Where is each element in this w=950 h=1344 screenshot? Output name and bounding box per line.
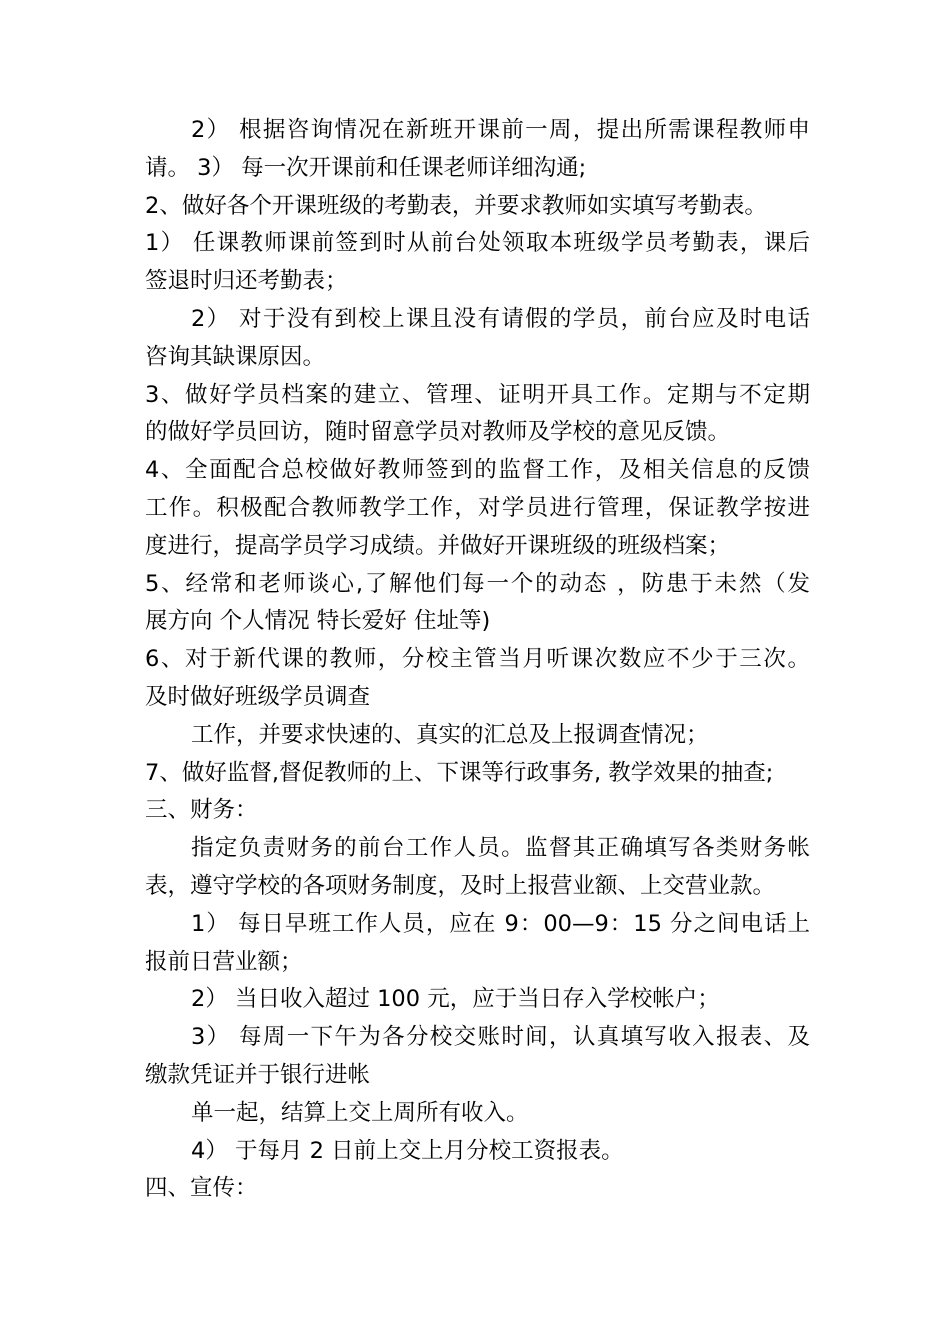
text-line: 表，遵守学校的各项财务制度，及时上报营业额、上交营业款。 [145,872,776,899]
text-line: 咨询其缺课原因。 [145,343,326,370]
text-line: 缴款凭证并于银行进帐 [145,1061,371,1088]
text-line: 5、经常和老师谈心,了解他们每一个的动态 ，防患于未然（发 [145,570,810,597]
text-line: 单一起，结算上交上周所有收入。 [191,1099,529,1126]
text-line: 工作，并要求快速的、真实的汇总及上报调查情况； [191,721,709,748]
text-line: 指定负责财务的前台工作人员。监督其正确填写各类财务帐 [191,835,810,862]
text-line: 展方向 个人情况 特长爱好 住址等) [145,608,491,635]
text-line: 4） 于每月 2 日前上交上月分校工资报表。 [191,1137,624,1164]
text-line: 2） 根据咨询情况在新班开课前一周，提出所需课程教师申 [191,117,810,143]
text-line: 报前日营业额； [145,948,303,975]
text-line: 3、做好学员档案的建立、管理、证明开具工作。定期与不定期 [145,381,810,408]
text-line: 的做好学员回访，随时留意学员对教师及学校的意见反馈。 [145,419,731,446]
text-line: 7、做好监督,督促教师的上、下课等行政事务, 教学效果的抽查; [145,759,774,786]
text-line: 2、做好各个开课班级的考勤表，并要求教师如实填写考勤表。 [145,192,767,219]
text-line: 1） 每日早班工作人员，应在 9：00—9：15 分之间电话上 [191,910,810,937]
text-line: 度进行，提高学员学习成绩。并做好开课班级的班级档案； [145,532,731,559]
document-body [145,112,810,1208]
text-line: 工作。积极配合教师教学工作，对学员进行管理，保证教学按进 [145,494,810,521]
text-line: 6、对于新代课的教师，分校主管当月听课次数应不少于三次。 [145,646,810,673]
text-line: 4、全面配合总校做好教师签到的监督工作，及相关信息的反馈 [145,457,810,484]
text-line: 2） 当日收入超过 100 元，应于当日存入学校帐户； [191,986,720,1013]
text-line: 及时做好班级学员调查 [145,683,371,710]
text-line: 四、宣传： [145,1175,258,1202]
text-line: 3） 每周一下午为各分校交账时间，认真填写收入报表、及 [191,1024,810,1051]
text-line: 签退时归还考勤表； [145,268,348,295]
text-line: 2） 对于没有到校上课且没有请假的学员，前台应及时电话 [191,305,810,332]
text-line: 请。 3） 每一次开课前和任课老师详细沟通; [145,154,587,181]
text-line: 三、财务： [145,797,258,824]
text-line: 1） 任课教师课前签到时从前台处领取本班级学员考勤表，课后 [145,230,810,257]
